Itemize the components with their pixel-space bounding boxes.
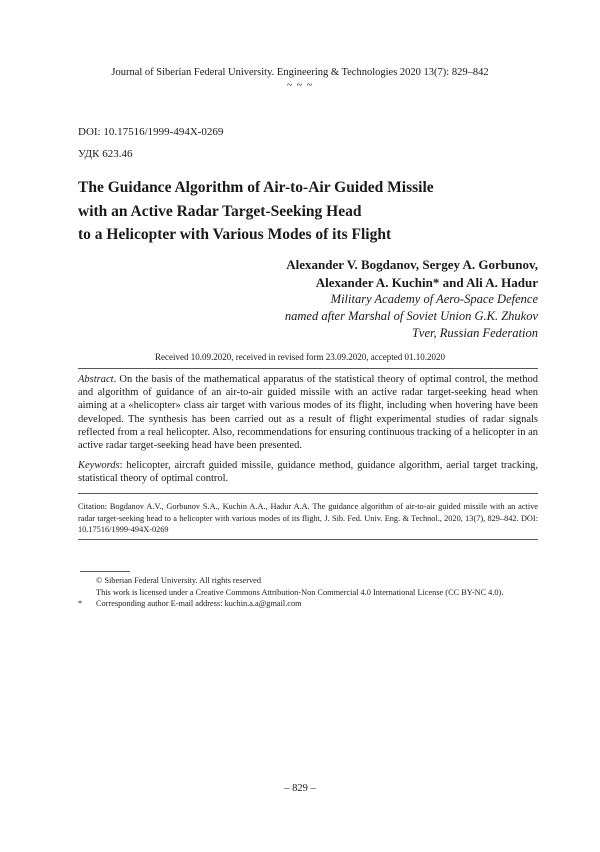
title-line-2: with an Active Radar Target-Seeking Head bbox=[78, 202, 362, 220]
footnote-separator bbox=[80, 571, 130, 572]
doi: DOI: 10.17516/1999-494X-0269 bbox=[78, 126, 224, 138]
footnote-corresponding bbox=[78, 598, 548, 610]
keywords-text: : helicopter, aircraft guided missile, guidance method, guidance algorithm, aerial target tracking, statistical theory of optimal control. bbox=[78, 460, 538, 485]
authors-line-2: Alexander A. Kuchin* and Ali A. Hadur bbox=[315, 275, 538, 290]
citation: Citation: Bogdanov A.V., Gorbunov S.A., Kuchin A.A., Hadur A.A. The guidance algorithm of air-to-air guided missile with an active radar target-seeking head to a helicopter with various modes of its flight, J. Sib. Fed. Univ. Eng. & Technol., 2020, 13(7), 829–842. DOI: 10.17516/1999-494X-0269 bbox=[78, 502, 538, 534]
paper-title bbox=[78, 176, 538, 247]
affiliation-line-3: Tver, Russian Federation bbox=[411, 326, 538, 340]
authors bbox=[286, 256, 538, 292]
keywords bbox=[78, 459, 538, 485]
corresponding-text: Corresponding author E-mail address: kuchin.a.a@gmail.com bbox=[96, 599, 302, 608]
keywords-label: Keywords bbox=[78, 460, 120, 471]
citation-top-rule bbox=[78, 493, 538, 494]
corresponding-mark: * bbox=[78, 599, 83, 608]
affiliation-line-1: Military Academy of Aero-Space Defence bbox=[330, 292, 538, 306]
received-dates: Received 10.09.2020, received in revised form 23.09.2020, accepted 01.10.2020 bbox=[155, 352, 445, 362]
footnotes bbox=[78, 575, 548, 610]
abstract-top-rule bbox=[78, 368, 538, 369]
footnote-copyright: © Siberian Federal University. All rights reserved bbox=[96, 576, 261, 585]
citation-bottom-rule bbox=[78, 539, 538, 540]
journal-header: Journal of Siberian Federal University. Engineering & Technologies 2020 13(7): 829–842 bbox=[111, 67, 489, 78]
footnote-license: This work is licensed under a Creative Commons Attribution-Non Commercial 4.0 International License (CC BY-NC 4.0). bbox=[96, 587, 504, 597]
title-line-1: The Guidance Algorithm of Air-to-Air Guided Missile bbox=[78, 179, 434, 196]
udk: УДК 623.46 bbox=[78, 148, 133, 160]
abstract-text: . On the basis of the mathematical apparatus of the statistical theory of optimal control, the method and algorithm of guidance of an air-to-air guided missile with an active radar target-seeking head when aiming at a «helicopter» class air target with various modes of its flight, including when hovering have been developed. The synthesis has been carried out as a result of flight experimental studies of radar signals reflected from a real helicopter. Also, recommendations for ensuring continuous tracking of a helicopter in an active radar target-seeking head have been presented. bbox=[78, 374, 538, 452]
affiliation bbox=[285, 291, 538, 342]
page-number: – 829 – bbox=[284, 783, 316, 794]
authors-line-1: Alexander V. Bogdanov, Sergey A. Gorbunov, bbox=[286, 257, 538, 272]
title-line-3: to a Helicopter with Various Modes of its Flight bbox=[78, 226, 392, 243]
header-separator: ~ ~ ~ bbox=[286, 80, 314, 91]
abstract-label: Abstract bbox=[78, 374, 114, 385]
affiliation-line-2: named after Marshal of Soviet Union G.K. Zhukov bbox=[284, 309, 538, 323]
abstract bbox=[78, 373, 538, 452]
